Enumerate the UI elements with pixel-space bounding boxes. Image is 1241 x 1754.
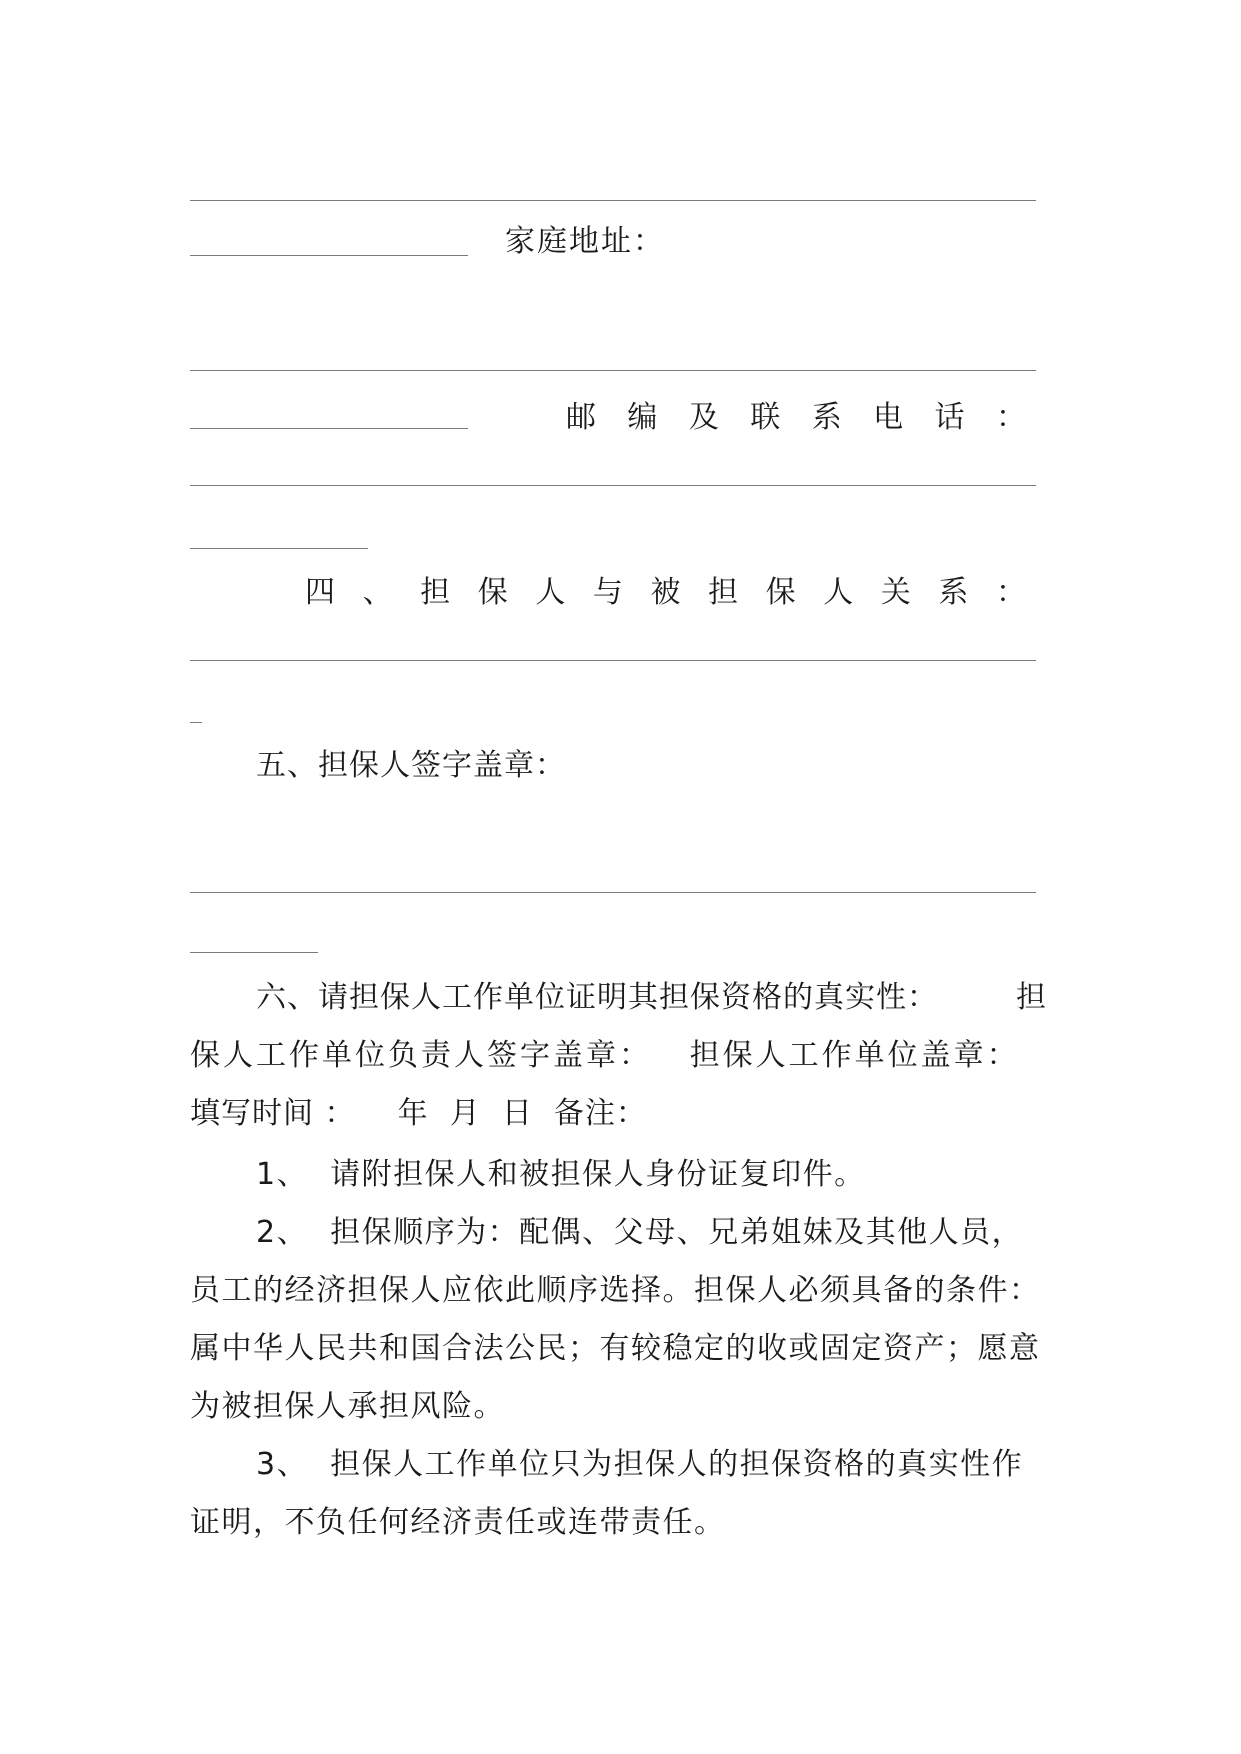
- section-6-line2: 保人工作单位负责人签字盖章： 担保人工作单位盖章：: [190, 1038, 1020, 1073]
- blank-line: [190, 200, 1036, 201]
- section-4-char: 、: [362, 575, 393, 610]
- blank-line: [190, 370, 1036, 371]
- blank-line: [190, 548, 368, 549]
- section-4-char: ：: [995, 575, 1026, 610]
- section-5-label: 五、担保人签字盖章：: [256, 748, 566, 783]
- section-4-char: 担: [708, 575, 739, 610]
- blank-line: [190, 892, 1036, 893]
- section-6-line1-tail: 担: [1016, 980, 1046, 1015]
- note-2: 2、 担保顺序为：配偶、父母、兄弟姐妹及其他人员，员工的经济担保人应依此顺序选择。担保人必须具备的条件：属中华人民共和国合法公民；有较稳定的收或固定资产；愿意为被担保人承担风险。: [190, 1215, 1041, 1424]
- postcode-phone-char: ：: [995, 400, 1026, 435]
- postcode-phone-char: 编: [627, 400, 658, 435]
- postcode-phone-char: 系: [811, 400, 842, 435]
- section-6-line1: 六、请担保人工作单位证明其担保资格的真实性：: [256, 980, 938, 1015]
- postcode-phone-char: 联: [750, 400, 781, 435]
- home-address-label: 家庭地址：: [505, 224, 665, 259]
- note-1: 1、 请附担保人和被担保人身份证复印件。: [256, 1157, 866, 1192]
- section-4-char: 与: [592, 575, 623, 610]
- postcode-phone-char: 邮: [566, 400, 596, 435]
- section-4-char: 人: [823, 575, 854, 610]
- postcode-phone-char: 及: [688, 400, 719, 435]
- section-6-line3: 填写时间 ： 年 月 日 备注：: [190, 1096, 647, 1131]
- section-4-char: 人: [535, 575, 566, 610]
- section-4-char: 关: [880, 575, 911, 610]
- section-4-char: 四: [305, 575, 335, 610]
- section-4-char: 被: [650, 575, 681, 610]
- section-4-char: 系: [938, 575, 969, 610]
- section-4-char: 担: [420, 575, 451, 610]
- section-4-char: 保: [765, 575, 796, 610]
- postcode-phone-label: [566, 398, 1026, 438]
- postcode-phone-char: 电: [873, 400, 904, 435]
- blank-line: [190, 660, 1036, 661]
- section-4-label: [305, 573, 1026, 613]
- blank-line: [190, 722, 202, 723]
- blank-line: [190, 952, 318, 953]
- blank-line: [190, 428, 468, 429]
- blank-line: [190, 255, 468, 256]
- section-4-char: 保: [477, 575, 508, 610]
- blank-line: [190, 485, 1036, 486]
- note-3: 3、 担保人工作单位只为担保人的担保资格的真实性作证明，不负任何经济责任或连带责任。: [190, 1447, 1024, 1540]
- postcode-phone-char: 话: [934, 400, 965, 435]
